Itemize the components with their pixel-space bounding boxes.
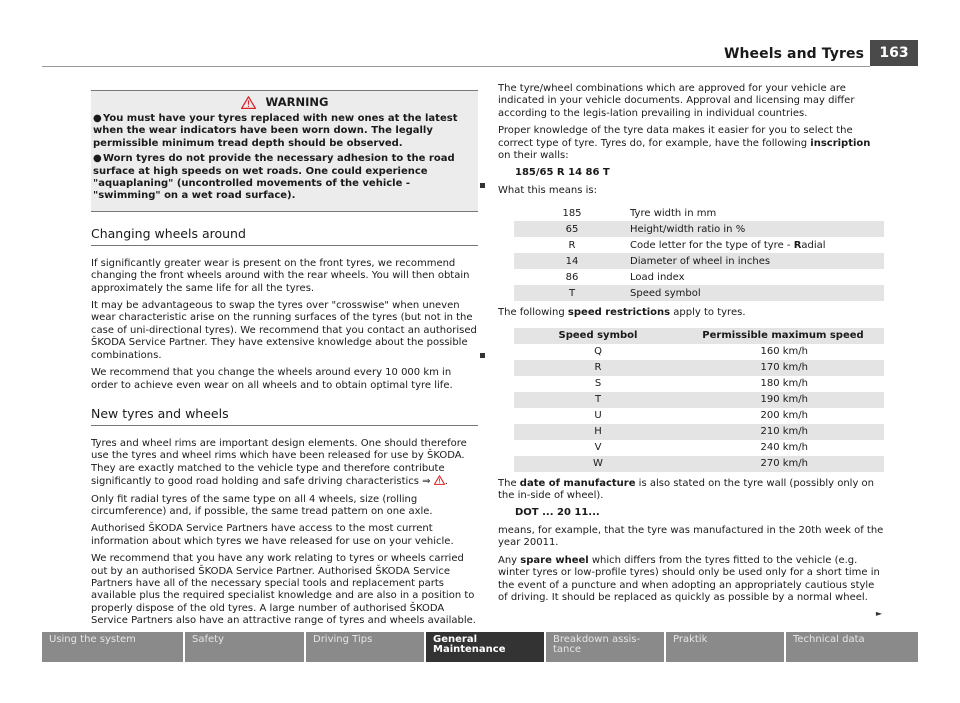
- tyre-inscription: 185/65 R 14 86 T: [515, 167, 610, 179]
- warning-title-text: WARNING: [265, 95, 329, 109]
- table-row: [514, 392, 884, 408]
- table-header: Speed symbol: [514, 328, 682, 344]
- table-row: [514, 285, 884, 301]
- table-row: [514, 456, 884, 472]
- table-cell: 185: [562, 207, 582, 219]
- table-cell: U: [594, 410, 602, 422]
- paragraph-text: on their walls:: [498, 150, 569, 162]
- tab-breakdown-assistance[interactable]: Breakdown assis- tance: [546, 632, 666, 662]
- paragraph: The tyre/wheel combinations which are approved for your vehicle are indicated in your vehicle documents. Approval and licensing may differ according to the legis-lation prevailing in individual countries.: [498, 83, 855, 119]
- paragraph-text: The following: [498, 307, 568, 319]
- paragraph: [498, 307, 884, 319]
- table-cell: 14: [514, 253, 630, 269]
- table-row: [514, 269, 884, 285]
- table-cell: 200 km/h: [760, 410, 808, 422]
- paragraph-text: Tyres and wheel rims are important design elements. One should therefore use the tyres and wheel rims which have been released for use by ŠKODA. They are exactly matched to the vehicle type and therefore contribute significantly to good road holding and safe driving characteristics ⇒: [91, 437, 467, 488]
- continue-arrow-icon: ►: [875, 609, 882, 618]
- table-cell: 210 km/h: [682, 424, 884, 440]
- table-row: [514, 424, 884, 440]
- table-cell: [630, 237, 884, 253]
- table-cell-text: adial: [801, 239, 826, 251]
- table-cell: Load index: [630, 271, 685, 283]
- table-cell: S: [594, 378, 602, 390]
- table-cell: 160 km/h: [760, 346, 808, 358]
- table-cell-bold: R: [793, 239, 802, 251]
- paragraph-bold: speed restrictions: [567, 307, 671, 319]
- table-row: [514, 440, 884, 456]
- paragraph-bold: spare wheel: [520, 554, 589, 566]
- tab-technical-data[interactable]: Technical data: [786, 632, 918, 662]
- table-row: [514, 205, 884, 221]
- table-cell: Diameter of wheel in inches: [630, 253, 884, 269]
- footer-nav: [42, 632, 918, 662]
- table-cell: 190 km/h: [682, 392, 884, 408]
- table-row: [514, 237, 884, 253]
- warning-item: [93, 153, 476, 203]
- table-cell: 270 km/h: [682, 456, 884, 472]
- warning-item-text: Worn tyres do not provide the necessary adhesion to the road surface at high speeds on wet roads. One could experience "aquaplaning" (uncontrolled movements of the vehicle - "swimming" on a wet road surface).: [93, 153, 455, 202]
- section-end-marker: [480, 353, 485, 358]
- warning-reference-link[interactable]: [434, 476, 445, 487]
- paragraph: [498, 125, 884, 162]
- table-cell: 65: [514, 221, 630, 237]
- table-cell: 86: [565, 271, 579, 283]
- bullet-icon: ●: [93, 113, 102, 124]
- table-row: [514, 344, 884, 360]
- paragraph-text: apply to tyres.: [670, 307, 746, 319]
- table-cell: Tyre width in mm: [630, 207, 717, 219]
- table-cell: Speed symbol: [630, 285, 884, 301]
- warning-item-text: You must have your tyres replaced with new ones at the latest when the wear indicators have been worn down. The legally permissible minimum tread depth should be observed.: [93, 113, 458, 149]
- tab-general-maintenance[interactable]: General Maintenance: [426, 632, 546, 662]
- section-heading-new-tyres: New tyres and wheels: [91, 406, 478, 426]
- warning-triangle-icon: [241, 96, 256, 109]
- table-cell-text: Code letter for the type of tyre -: [630, 239, 794, 251]
- paragraph-bold: date of manufacture: [519, 477, 636, 489]
- table-cell: T: [514, 285, 630, 301]
- tab-using-the-system[interactable]: Using the system: [42, 632, 185, 662]
- page-number: 163: [870, 40, 918, 66]
- table-cell: T: [514, 392, 682, 408]
- table-row: [514, 376, 884, 392]
- section-heading-changing-wheels: Changing wheels around: [91, 226, 478, 246]
- dot-code: DOT ... 20 11...: [515, 507, 600, 519]
- paragraph-text: .: [444, 476, 448, 488]
- right-column: [498, 83, 884, 609]
- table-header-row: [514, 328, 884, 344]
- header-rule: [42, 66, 870, 67]
- tab-praktik[interactable]: Praktik: [666, 632, 786, 662]
- bullet-icon: ●: [93, 153, 102, 165]
- table-cell: 240 km/h: [760, 442, 808, 454]
- tab-driving-tips[interactable]: Driving Tips: [306, 632, 426, 662]
- table-cell: R: [514, 360, 682, 376]
- warning-item: [93, 113, 476, 150]
- table-cell: V: [594, 442, 602, 454]
- warning-title: [93, 94, 476, 110]
- warning-triangle-icon: [434, 475, 445, 485]
- paragraph: Authorised ŠKODA Service Partners have access to the most current information about which tyres we have released for use on your vehicle.: [91, 523, 454, 547]
- speed-symbol-table: [514, 328, 884, 472]
- paragraph: We recommend that you have any work relating to tyres or wheels carried out by an authorised ŠKODA Service Partner. Authorised ŠKODA Service Partners have all of the necessary special tools and replacement parts available plus the required specialist knowledge and are also in a position to properly dispose of the old tyres. A large number of authorised ŠKODA Service Partners also have an attractive range of tyres and wheels available.: [91, 553, 476, 627]
- paragraph-text: The: [498, 477, 520, 489]
- left-column: [91, 90, 478, 633]
- table-row: [514, 253, 884, 269]
- paragraph: [91, 438, 478, 489]
- paragraph-text: which differs from the tyres fitted to the vehicle (e.g. winter tyres or low-profile tyres) should only be used only for a short time in the event of a puncture and when adopting an appropriately cautious style of driving. It should be replaced as quickly as possible by a normal wheel.: [498, 554, 880, 603]
- table-cell: H: [514, 424, 682, 440]
- table-cell: 180 km/h: [760, 378, 808, 390]
- paragraph: What this means is:: [498, 184, 597, 196]
- section-end-marker: [480, 183, 485, 188]
- table-row: [514, 360, 884, 376]
- page-title: Wheels and Tyres: [723, 46, 864, 62]
- table-cell: Q: [594, 346, 602, 358]
- paragraph: If significantly greater wear is present on the front tyres, we recommend changing the front wheels around with the rear wheels. You will then obtain approximately the same life for all the tyres.: [91, 257, 470, 294]
- paragraph: means, for example, that the tyre was manufactured in the 20th week of the year 20011.: [498, 524, 884, 549]
- paragraph-text: Any: [498, 554, 521, 566]
- warning-box: [91, 90, 478, 212]
- table-cell: Height/width ratio in %: [630, 221, 884, 237]
- table-row: [514, 221, 884, 237]
- paragraph: We recommend that you change the wheels around every 10 000 km in order to achieve even wear on all wheels and to obtain optimal tyre life.: [91, 367, 453, 391]
- table-cell: R: [568, 239, 576, 251]
- paragraph: [498, 478, 884, 503]
- paragraph: It may be advantageous to swap the tyres over "crosswise" when uneven wear characteristic arise on the running surfaces of the tyres (but not in the case of uni-directional tyres). We recommend that you contact an authorised ŠKODA Service Partner. They have extensive knowledge about the possible combinations.: [91, 300, 477, 361]
- paragraph-text: Proper knowledge of the tyre data makes it easier for you to select the correct type of tyre. Tyres do, for example, have the following: [498, 125, 853, 149]
- table-cell: 170 km/h: [682, 360, 884, 376]
- table-row: [514, 408, 884, 424]
- paragraph: [498, 555, 884, 605]
- table-header: Permissible maximum speed: [682, 328, 884, 344]
- tyre-code-table: [514, 205, 884, 301]
- table-cell: W: [514, 456, 682, 472]
- paragraph: Only fit radial tyres of the same type on all 4 wheels, size (rolling circumference) and, if possible, the same tread pattern on one axle.: [91, 493, 433, 517]
- paragraph-bold: inscription: [810, 137, 871, 149]
- tab-safety[interactable]: Safety: [185, 632, 306, 662]
- paragraph-text: is also stated on the tyre wall (possibly only on the in-side of wheel).: [498, 477, 875, 502]
